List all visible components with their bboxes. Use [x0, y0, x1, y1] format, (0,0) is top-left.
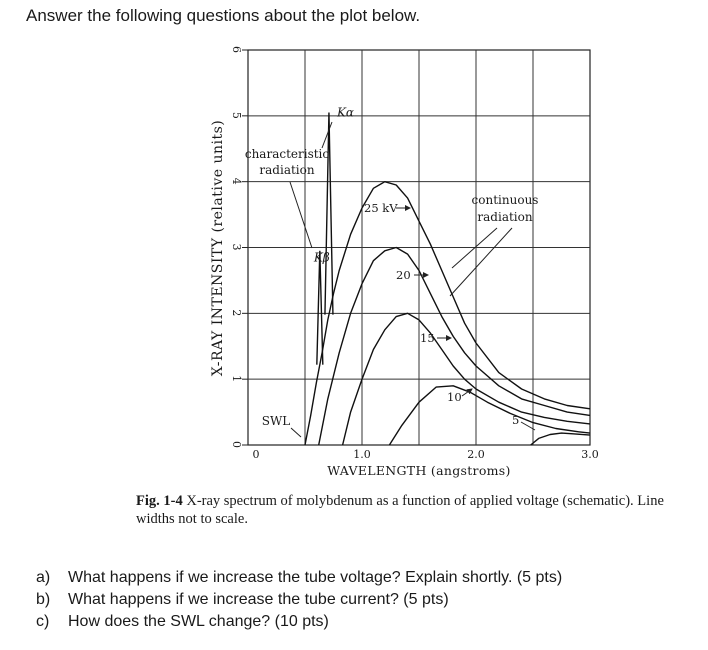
- x-tick-label-3.0: 3.0: [581, 448, 599, 461]
- question-a: [36, 567, 563, 589]
- question-b: [36, 589, 562, 611]
- series-label-25kv-text: 25 kV: [364, 201, 398, 215]
- y-tick-label-0: 0: [230, 441, 243, 448]
- y-tick-label-1: 1: [230, 375, 243, 383]
- continuous-label-line2: radiation: [477, 210, 533, 224]
- question-c-mark: c): [36, 613, 50, 630]
- x-tick-label-2.0: 2.0: [467, 448, 485, 461]
- y-tick-label-4: 4: [230, 177, 243, 185]
- k-beta-peak: [317, 251, 323, 365]
- caption-label: Fig. 1-4: [136, 493, 183, 509]
- characteristic-pointer-beta: [290, 182, 312, 248]
- series-label-5kv-text: 5: [512, 413, 520, 427]
- series-label-15kv: [420, 331, 451, 345]
- characteristic-label-line1: characteristic: [244, 147, 330, 161]
- series-5-kv: [531, 433, 590, 445]
- k-alpha-label: Kα: [336, 105, 355, 120]
- question-c: [36, 611, 562, 633]
- question-list: [34, 567, 562, 633]
- y-tick-label-5: 5: [230, 111, 243, 119]
- grid: [242, 50, 590, 445]
- characteristic-peaks: [313, 106, 354, 365]
- question-a-mark: a): [36, 569, 51, 586]
- y-tick-label-6: 6: [230, 46, 243, 53]
- characteristic-label-line2: radiation: [259, 163, 315, 177]
- x-tick-label-0: 0: [252, 448, 260, 461]
- series-label-15kv-text: 15: [420, 331, 435, 345]
- series-label-10kv-text: 10: [447, 390, 462, 404]
- y-axis-label: X-RAY INTENSITY (relative units): [210, 119, 226, 377]
- caption-text: X-ray spectrum of molybdenum as a function of applied voltage (schematic). Line widths not to scale.: [136, 493, 664, 527]
- series-label-20kv-text: 20: [396, 268, 411, 282]
- y-tick-label-2: 2: [230, 309, 243, 317]
- question-a-text: What happens if we increase the tube voltage? Explain shortly. (5 pts): [68, 569, 563, 586]
- question-b-mark: b): [36, 591, 51, 608]
- continuous-label-line1: continuous: [471, 193, 539, 207]
- intro-text: Answer the following questions about the plot below.: [26, 6, 421, 25]
- series-label-10kv: [447, 389, 472, 404]
- question-b-text: What happens if we increase the tube current? (5 pts): [68, 591, 449, 608]
- series-label-25kv: [364, 201, 410, 215]
- question-c-text: How does the SWL change? (10 pts): [68, 613, 329, 630]
- y-tick-label-3: 3: [230, 243, 243, 251]
- k-beta-label: Kβ: [313, 250, 330, 265]
- characteristic-pointer-alpha: [322, 122, 332, 148]
- x-axis-label: WAVELENGTH (angstroms): [327, 463, 511, 478]
- swl-pointer: [291, 428, 301, 437]
- figure-caption: [136, 492, 696, 528]
- x-tick-label-1.0: 1.0: [353, 448, 371, 461]
- k-alpha-peak: [325, 113, 333, 315]
- swl-label: SWL: [261, 414, 291, 428]
- series-20-kv: [319, 248, 590, 446]
